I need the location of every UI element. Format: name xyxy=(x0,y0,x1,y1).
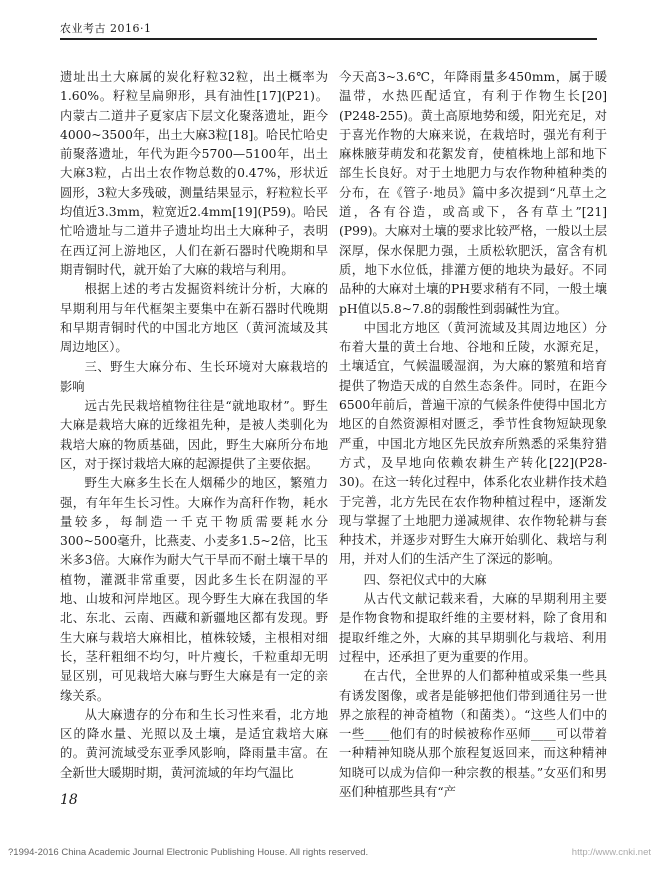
page-number: 18 xyxy=(60,792,78,808)
footer xyxy=(0,847,657,863)
section-heading: 四、祭祀仪式中的大麻 xyxy=(363,572,487,587)
body-paragraph: 从古代文献记载来看，大麻的早期利用主要是作物食物和提取纤维的主要材料，除了食用和提取纤维之外，大麻的其早期驯化与栽培、利用过程中，还承担了更为重要的作用。 xyxy=(339,592,607,664)
body-paragraph: 今天高3~3.6℃，年降雨量多450mm，属于暖温带，水热匹配适宜，有利于作物生长[20](P248-255)。黄土高原地势和缓，阳光充足，对于喜光作物的大麻来说，在栽培时，强光有利于麻株腋芽萌发和花絮发育，使植株地上部和地下部生长良好。对于土地肥力与农作物种植种类的分布，在《管子·地员》篇中多次提到“凡草土之道，各有谷造，或高或下，各有草土”[21](P99)。大麻对土壤的要求比较严格，一般以土层深厚，保水保肥力强，土质松软肥沃，富含有机质，地下水位低，排灌方便的地块为最好。不同品种的大麻对土壤的PH要求稍有不同，一般土壤pH值以5.8~7.8的弱酸性到弱碱性为宜。 xyxy=(339,70,607,316)
body-paragraph: 野生大麻多生长在人烟稀少的地区，繁殖力强，有年年生长习性。大麻作为高秆作物，耗水量较多，每制造一千克干物质需要耗水分300~500毫升，比燕麦、小麦多1.5~2倍，比玉米多3倍。大麻作为耐大气干旱而不耐土壤干旱的植物，灌溉非常重要，因此多生长在阴湿的平地、山坡和河岸地区。现今野生大麻在我国的华北、东北、云南、西藏和新疆地区都有发现。野生大麻与栽培大麻相比，植株较矮，主根相对细长，茎秆粗细不均匀，叶片瘦长，千粒重却无明显区别，可见栽培大麻与野生大麻是有一定的亲缘关系。 xyxy=(60,476,328,703)
site-link[interactable]: http://www.cnki.net xyxy=(571,847,651,858)
header-rule xyxy=(60,38,597,40)
copyright-notice: ?1994-2016 China Academic Journal Electronic Publishing House. All rights reserved. xyxy=(8,847,369,858)
section-heading: 三、野生大麻分布、生长环境对大麻栽培的影响 xyxy=(60,360,328,394)
body-paragraph: 在古代，全世界的人们都种植或采集一些具有诱发图像，或者是能够把他们带到通往另一世界之旅程的神奇植物（和菌类）。“这些人们中的一些____他们有的时候被称作巫师____可以带着一种精神知晓从那个旅程复返回来，而这种精神知晓可以成为信仰一种宗教的根基。”女巫们和男巫们种植那些具有“产 xyxy=(339,669,607,799)
body-paragraph: 远古先民栽培植物往往是“就地取材”。野生大麻是栽培大麻的近缘祖先种，是被人类驯化为栽培大麻的物质基础，因此，野生大麻所分布地区，对于探讨栽培大麻的起源提供了主要依据。 xyxy=(60,399,328,471)
issue-number: 2016·1 xyxy=(110,22,152,35)
running-header xyxy=(60,20,152,36)
right-text-column xyxy=(339,68,607,802)
journal-name: 农业考古 xyxy=(60,22,106,35)
left-text-column xyxy=(60,68,328,783)
body-paragraph: 从大麻遗存的分布和生长习性来看，北方地区的降水量、光照以及土壤，是适宜栽培大麻的。黄河流域受东亚季风影响，降雨量丰富。在全新世大暖期时期，黄河流域的年均气温比 xyxy=(60,707,328,780)
body-paragraph: 中国北方地区（黄河流域及其周边地区）分布着大量的黄土台地、谷地和丘陵，水源充足，土壤适宜，气候温暖湿润，为大麻的繁殖和培育提供了物造天成的自然生态条件。同时，在距今6500年前后，普遍干凉的气候条件使得中国北方地区的自然资源相对匮乏，季节性食物短缺现象严重，中国北方地区先民放弃所熟悉的采集狩猎方式，及早地向依赖农耕生产转化[22](P28-30)。在这一转化过程中，体系化农业耕作技术趋于完善，北方先民在农作物种植过程中，逐渐发现与掌握了土地肥力递减规律、农作物轮耕与套种技术，并逐步对野生大麻开始驯化、栽培与利用，并对人们的生活产生了深远的影响。 xyxy=(339,320,607,567)
body-paragraph: 遗址出土大麻属的炭化籽粒32粒，出土概率为1.60%。籽粒呈扁卵形，具有油性[17](P21)。内蒙古二道井子夏家店下层文化聚落遗址，距今4000~3500年，出土大麻3粒[18]。哈民忙哈史前聚落遗址，年代为距今5700—5100年，出土大麻3粒，占出土农作物总数的0.47%，形状近圆形，3粒大多残破，测量结果显示，籽粒粒长平均值近3.3mm，粒宽近2.4mm[19](P59)。哈民忙哈遗址与二道井子遗址均出土大麻种子，表明在西辽河上游地区，人们在新石器时代晚期和早期青铜时代，就开始了大麻的栽培与利用。 xyxy=(60,70,328,277)
body-paragraph: 根据上述的考古发掘资料统计分析，大麻的早期利用与年代框架主要集中在新石器时代晚期和早期青铜时代的中国北方地区（黄河流域及其周边地区）。 xyxy=(60,282,328,355)
